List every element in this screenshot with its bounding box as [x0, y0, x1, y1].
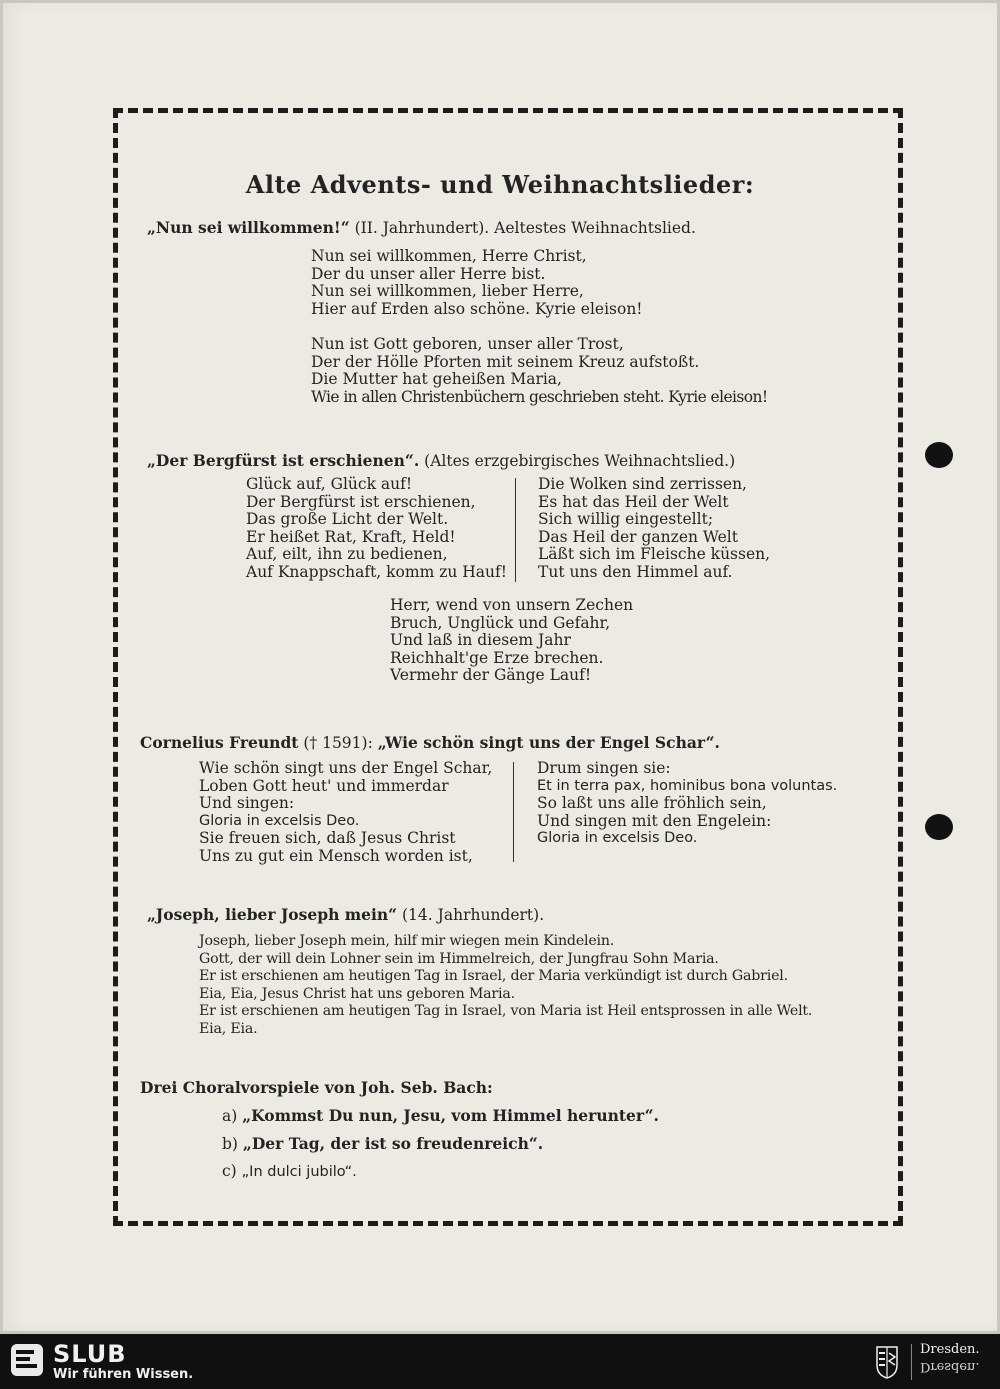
verse-line: Und laß in diesem Jahr [390, 631, 571, 650]
list-marker: a) [222, 1107, 238, 1125]
song4-title: „Joseph, lieber Joseph mein“ [147, 905, 398, 924]
song4-heading [147, 905, 544, 924]
song4-subtitle: (14. Jahrhundert). [397, 906, 545, 924]
verse-line: Loben Gott heut' und immerdar [199, 776, 449, 795]
verse-line: Läßt sich im Fleische küssen, [538, 545, 771, 564]
slub-logo-icon[interactable] [10, 1343, 44, 1377]
list-marker: c) [222, 1162, 237, 1180]
verse-line: Drum singen sie: [537, 759, 671, 777]
verse-line: Die Wolken sind zerrissen, [538, 475, 747, 493]
verse-line: Reichhalt'ge Erze brechen. [390, 648, 604, 667]
song1-subtitle: (II. Jahrhundert). Aeltestes Weihnachtslied. [349, 219, 696, 237]
verse-line: Vermehr der Gänge Lauf! [390, 666, 592, 685]
verse-line: Wie in allen Christenbüchern geschrieben steht. Kyrie eleison! [311, 387, 768, 406]
list-text: „Der Tag, der ist so freudenreich“. [242, 1134, 544, 1153]
song2-title: „Der Bergfürst ist erschienen“. [147, 451, 420, 470]
verse-line: Die Mutter hat geheißen Maria, [311, 370, 562, 389]
verse-line: Et in terra pax, hominibus bona voluntas. [537, 777, 838, 794]
list-marker: b) [222, 1135, 238, 1153]
verse-line: Eia, Eia, Jesus Christ hat uns geboren Maria. [199, 985, 515, 1002]
slub-tagline: Wir führen Wissen. [53, 1367, 194, 1382]
verse-line: Eia, Eia. [199, 1020, 258, 1037]
song1-title: „Nun sei willkommen!“ [147, 218, 350, 237]
bach-item-c [222, 1162, 357, 1180]
verse-line: Nun sei willkommen, Herre Christ, [311, 247, 587, 265]
verse-line: Sie freuen sich, daß Jesus Christ [199, 829, 456, 848]
song1-heading [147, 218, 696, 237]
verse-line: Es hat das Heil der Welt [538, 492, 729, 511]
verse-line: Sich willig eingestellt; [538, 510, 714, 529]
verse-line: Herr, wend von unsern Zechen [390, 596, 634, 614]
song3-right-column [537, 760, 837, 848]
verse-line: Er heißet Rat, Kraft, Held! [246, 527, 456, 546]
punch-hole-upper [925, 442, 953, 468]
verse-line: Auf Knappschaft, komm zu Hauf! [246, 562, 507, 581]
dresden-label: Dresden. [920, 1342, 980, 1357]
verse-line: Und singen: [199, 794, 295, 813]
verse-line: So laßt uns alle fröhlich sein, [537, 794, 767, 813]
song3-author: Cornelius Freundt [140, 733, 299, 752]
footer-bar [0, 1334, 1000, 1389]
song2-right-column [538, 476, 770, 582]
verse-line: Und singen mit den Engelein: [537, 811, 772, 830]
verse-line: Er ist erschienen am heutigen Tag in Israel, von Maria ist Heil entsprossen in alle Welt. [199, 1003, 813, 1020]
song4-verse [199, 933, 812, 1039]
verse-line: Hier auf Erden also schöne. Kyrie eleison! [311, 299, 643, 318]
song1-verse1 [311, 248, 643, 318]
dresden-wordmark[interactable] [920, 1342, 980, 1374]
song2-subtitle: (Altes erzgebirgisches Weihnachtslied.) [419, 452, 736, 470]
verse-line: Der Bergfürst ist erschienen, [246, 492, 476, 511]
page-title: Alte Advents- und Weihnachtslieder: [245, 170, 755, 199]
verse-line: Der du unser aller Herre bist. [311, 264, 546, 283]
verse-line: Joseph, lieber Joseph mein, hilf mir wiegen mein Kindelein. [199, 933, 615, 949]
verse-line: Nun sei willkommen, lieber Herre, [311, 282, 584, 301]
verse-line: Tut uns den Himmel auf. [538, 562, 733, 581]
list-text: „Kommst Du nun, Jesu, vom Himmel herunter“. [242, 1106, 659, 1125]
song2-left-column [246, 476, 507, 582]
column-divider [515, 478, 516, 582]
verse-line: Gloria in excelsis Deo. [199, 812, 360, 829]
bach-heading [140, 1078, 493, 1097]
dresden-label-mirror: Dresden. [920, 1359, 980, 1374]
verse-line: Das große Licht der Welt. [246, 510, 449, 529]
footer-separator [911, 1344, 912, 1380]
song1-verse2 [311, 336, 767, 406]
bach-item-b [222, 1134, 543, 1153]
song3-left-column [199, 760, 492, 866]
verse-line: Bruch, Unglück und Gefahr, [390, 613, 611, 632]
bach-title: Drei Choralvorspiele von Joh. Seb. Bach: [140, 1078, 493, 1097]
verse-line: Nun ist Gott geboren, unser aller Trost, [311, 335, 624, 353]
song3-date: († 1591): [298, 734, 378, 752]
song2-final-verse [390, 597, 633, 685]
verse-line: Das Heil der ganzen Welt [538, 527, 738, 546]
verse-line: Auf, eilt, ihn zu bedienen, [246, 545, 448, 564]
list-text: „In dulci jubilo“. [241, 1164, 357, 1180]
slub-name[interactable]: SLUB [53, 1340, 127, 1368]
verse-line: Gott, der will dein Lohner sein im Himmelreich, der Jungfrau Sohn Maria. [199, 950, 719, 967]
verse-line: Der der Hölle Pforten mit seinem Kreuz aufstoßt. [311, 352, 700, 371]
column-divider [513, 762, 514, 862]
verse-line: Glück auf, Glück auf! [246, 475, 413, 493]
bach-item-a [222, 1106, 659, 1125]
punch-hole-lower [925, 814, 953, 840]
song3-title: „Wie schön singt uns der Engel Schar“. [377, 733, 720, 752]
verse-line: Uns zu gut ein Mensch worden ist, [199, 846, 473, 865]
verse-line: Wie schön singt uns der Engel Schar, [199, 759, 493, 777]
song3-heading [140, 733, 720, 752]
song2-heading [147, 451, 735, 470]
verse-line: Gloria in excelsis Deo. [537, 830, 698, 847]
verse-line: Er ist erschienen am heutigen Tag in Israel, der Maria verkündigt ist durch Gabriel. [199, 968, 788, 985]
dresden-coat-of-arms-icon[interactable] [876, 1345, 898, 1379]
